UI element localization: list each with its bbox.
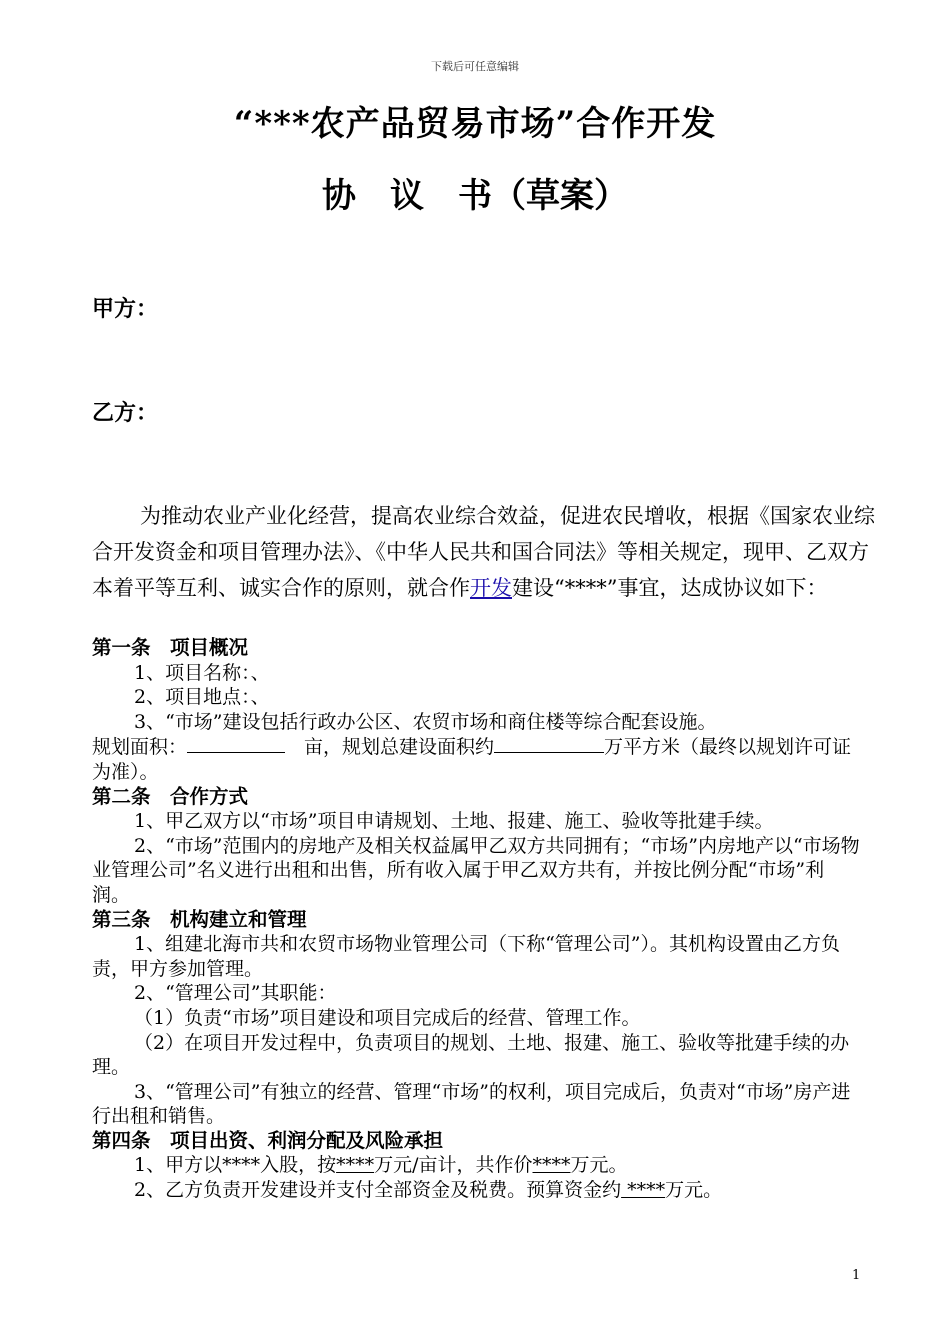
document-subtitle: 协 议 书（草案） xyxy=(322,176,628,216)
page-number: 1 xyxy=(852,1268,861,1283)
item1-part-a: 1、甲方以****入股，按 xyxy=(134,1154,337,1177)
item1-part-e: 万元。 xyxy=(570,1154,628,1177)
article3-item2: 2、“管理公司”其职能： xyxy=(134,982,337,1005)
article3-item3: 3、“管理公司”有独立的经营、管理“市场”的权利，项目完成后，负责对“市场”房产进行出租和销售。 xyxy=(92,1080,851,1128)
area-blank xyxy=(187,734,285,753)
area-suffix: 万平方米（最终以规划许可证为准）。 xyxy=(92,736,852,783)
item2-part-a: 2、乙方负责开发建设并支付全部资金及税费。预算资金约 xyxy=(134,1179,622,1202)
intro-text-end: 建设“****”事宜，达成协议如下： xyxy=(512,576,828,600)
item1-part-c: 万元/亩计，共作价 xyxy=(374,1154,533,1177)
area-mid: 亩，规划总建设面积约 xyxy=(304,736,495,759)
article2-item1: 1、甲乙双方以“市场”项目申请规划、土地、报建、施工、验收等批建手续。 xyxy=(134,810,774,833)
intro-text: 为推动农业产业化经营，提高农业综合效益，促进农民增收，根据《国家农业综合开发资金和项目管理办法》、《中华人民共和国合同法》等相关规定，现甲、乙双方本着平等互利、诚实合作的原则，就合作 xyxy=(92,504,875,600)
article2-heading: 第二条 合作方式 xyxy=(92,784,249,808)
total-price: **** xyxy=(532,1154,571,1177)
article1-item2: 2、项目地点：、 xyxy=(134,686,270,709)
article4-item1 xyxy=(92,1153,862,1178)
article1-item3: 3、“市场”建设包括行政办公区、农贸市场和商住楼等综合配套设施。 xyxy=(134,710,717,733)
article4-heading: 第四条 项目出资、利润分配及风险承担 xyxy=(92,1128,444,1152)
article1-area xyxy=(92,734,862,784)
development-link[interactable]: 开发 xyxy=(470,576,512,600)
article4-item2 xyxy=(92,1178,862,1203)
article3-sub2: （2）在项目开发过程中，负责项目的规划、土地、报建、施工、验收等批建手续的办理。 xyxy=(92,1031,850,1079)
area-prefix: 规划面积： xyxy=(92,736,188,759)
document-title: “***农产品贸易市场”合作开发 xyxy=(233,104,717,144)
budget-amount: **** xyxy=(621,1179,666,1202)
header-note: 下载后可任意编辑 xyxy=(431,60,519,73)
article1-item1: 1、项目名称：、 xyxy=(134,661,270,684)
article1-heading: 第一条 项目概况 xyxy=(92,636,249,659)
build-area-blank xyxy=(494,734,604,753)
item2-part-c: 万元。 xyxy=(665,1179,723,1202)
article3-item1: 1、组建北海市共和农贸市场物业管理公司（下称“管理公司”）。其机构设置由乙方负责，甲方参加管理。 xyxy=(92,933,841,980)
agreement-body xyxy=(92,636,862,1203)
article2-item2: 2、“市场”范围内的房地产及相关权益属甲乙双方共同拥有；“市场”内房地产以“市场物业管理公司”名义进行出租和出售，所有收入属于甲乙双方共有，并按比例分配“市场”利润。 xyxy=(92,834,860,906)
party-b-label: 乙方： xyxy=(92,400,159,426)
article3-heading: 第三条 机构建立和管理 xyxy=(92,907,307,931)
price-per-mu: **** xyxy=(336,1154,375,1177)
intro-paragraph xyxy=(92,498,882,606)
article3-sub1: （1）负责“市场”项目建设和项目完成后的经营、管理工作。 xyxy=(134,1006,641,1029)
party-a-label: 甲方： xyxy=(92,296,159,322)
